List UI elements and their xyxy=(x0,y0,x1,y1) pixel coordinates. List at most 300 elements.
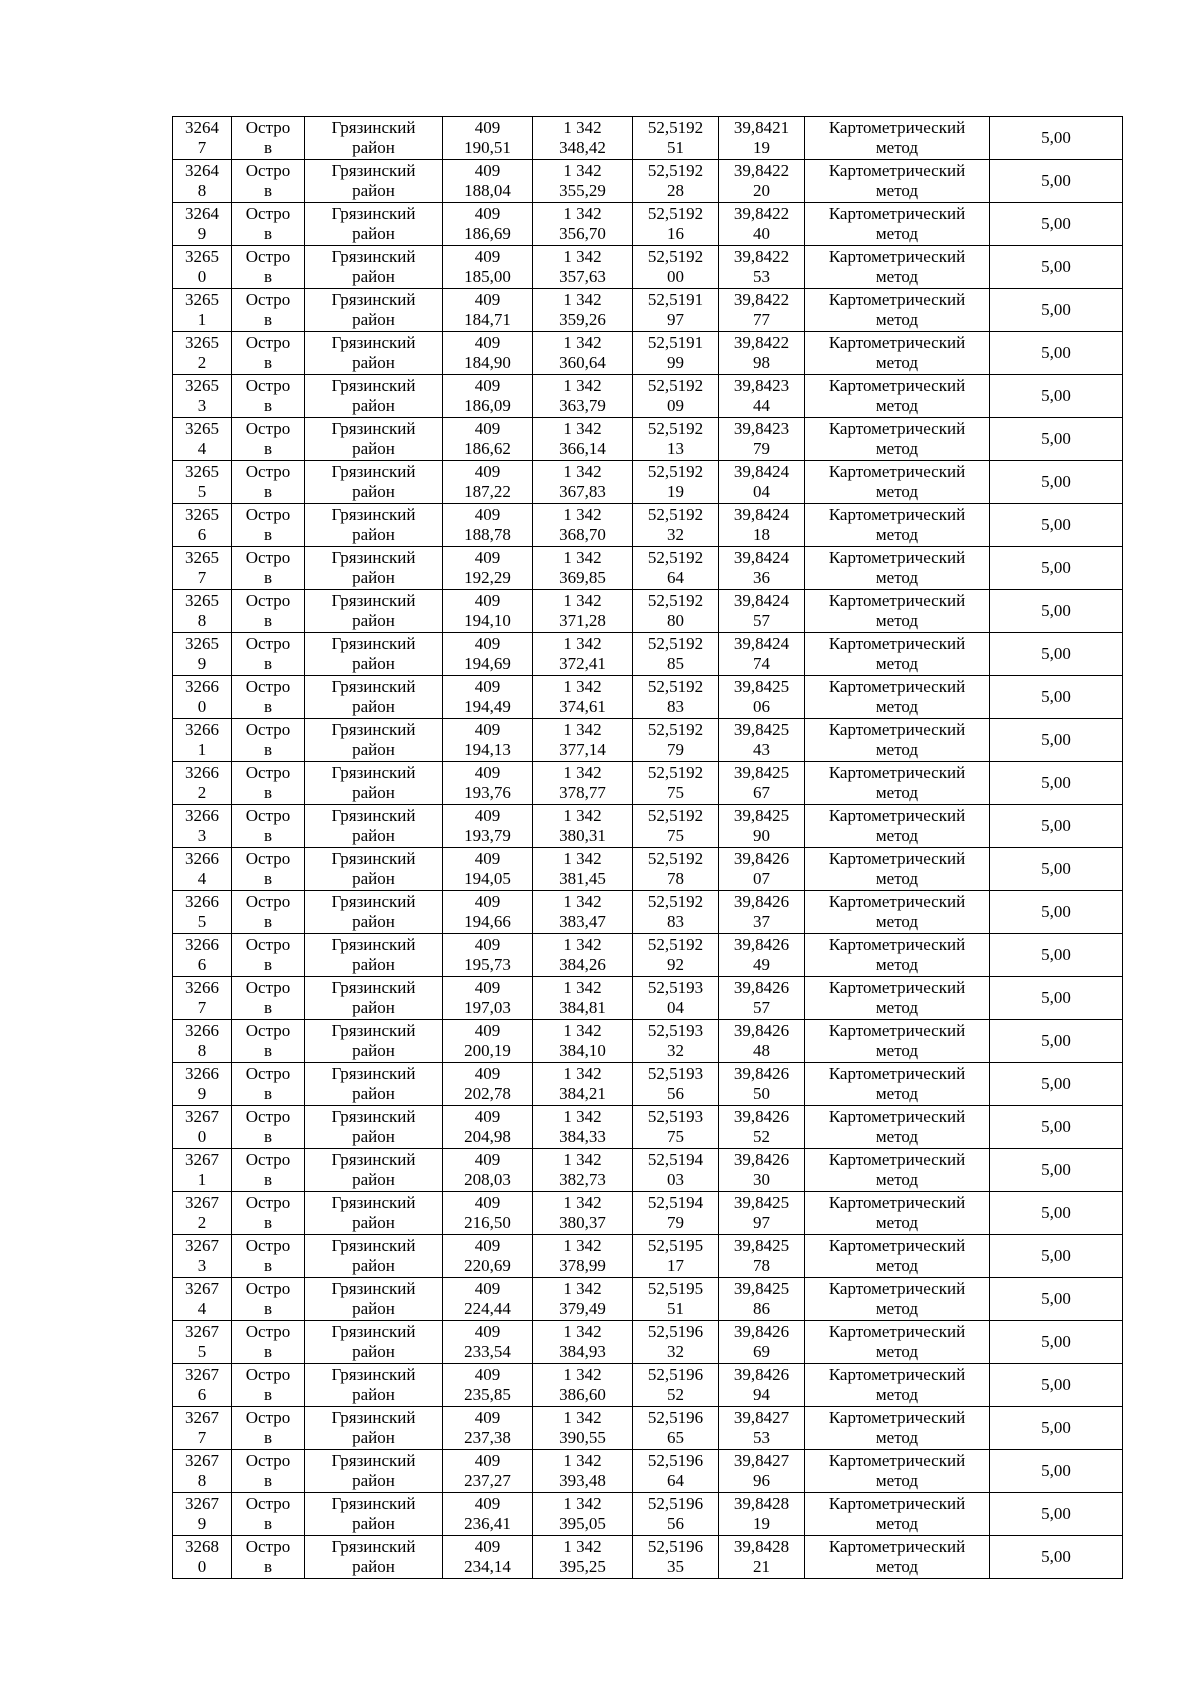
coord-x-cell xyxy=(443,332,533,375)
object-name-cell-line: Остро xyxy=(245,548,291,567)
district-cell-line: Грязинский xyxy=(331,634,416,653)
method-cell-line: Картометрический xyxy=(828,333,966,352)
coord-x-cell-line: 208,03 xyxy=(464,1170,511,1189)
coord-x-cell-line: 409 xyxy=(474,1494,501,1513)
latitude-cell xyxy=(633,1493,719,1536)
point-number-cell-line: 3265 xyxy=(185,419,219,438)
point-number-cell xyxy=(173,977,232,1020)
method-cell-line: метод xyxy=(875,482,919,501)
longitude-cell-line: 39,8425 xyxy=(733,1236,790,1255)
method-cell xyxy=(805,934,990,977)
object-name-cell-line: Остро xyxy=(245,1150,291,1169)
coord-x-cell-line: 202,78 xyxy=(464,1084,511,1103)
coord-y-cell xyxy=(533,1321,633,1364)
longitude-cell xyxy=(719,289,805,332)
object-name-cell-line: в xyxy=(263,1041,273,1060)
district-cell-line: район xyxy=(352,1428,395,1447)
object-name-cell-line: в xyxy=(263,611,273,630)
district-cell xyxy=(305,1020,443,1063)
table-row xyxy=(173,590,1123,633)
method-cell-line: метод xyxy=(875,267,919,286)
coord-x-cell-line: 409 xyxy=(474,1537,501,1556)
district-cell-line: район xyxy=(352,267,395,286)
latitude-cell xyxy=(633,934,719,977)
point-number-cell-line: 3267 xyxy=(185,1150,219,1169)
method-cell-line: Картометрический xyxy=(828,978,966,997)
point-number-cell xyxy=(173,1063,232,1106)
table-row xyxy=(173,1536,1123,1579)
object-name-cell-line: Остро xyxy=(245,763,291,782)
object-name-cell-line: Остро xyxy=(245,290,291,309)
object-name-cell-line: в xyxy=(263,1385,273,1404)
district-cell xyxy=(305,934,443,977)
longitude-cell xyxy=(719,891,805,934)
method-cell-line: метод xyxy=(875,1256,919,1275)
district-cell xyxy=(305,332,443,375)
longitude-cell-line: 39,8422 xyxy=(733,161,790,180)
coord-x-cell xyxy=(443,504,533,547)
object-name-cell xyxy=(232,1364,305,1407)
coord-x-cell-line: 204,98 xyxy=(464,1127,511,1146)
object-name-cell-line: в xyxy=(263,1342,273,1361)
latitude-cell-line: 52,5192 xyxy=(647,419,704,438)
method-cell xyxy=(805,332,990,375)
table-row xyxy=(173,977,1123,1020)
object-name-cell xyxy=(232,203,305,246)
method-cell xyxy=(805,418,990,461)
point-number-cell xyxy=(173,1407,232,1450)
method-cell-line: Картометрический xyxy=(828,419,966,438)
method-cell-line: Картометрический xyxy=(828,247,966,266)
method-cell xyxy=(805,633,990,676)
coord-x-cell-line: 185,00 xyxy=(464,267,511,286)
district-cell xyxy=(305,461,443,504)
latitude-cell-line: 32 xyxy=(667,525,684,544)
latitude-cell-line: 52,5192 xyxy=(647,376,704,395)
district-cell-line: район xyxy=(352,396,395,415)
latitude-cell-line: 52,5193 xyxy=(647,1064,704,1083)
longitude-cell-line: 43 xyxy=(753,740,770,759)
point-number-cell-line: 1 xyxy=(197,1170,207,1189)
district-cell-line: Грязинский xyxy=(331,1494,416,1513)
accuracy-cell: 5,00 xyxy=(990,719,1123,762)
district-cell-line: Грязинский xyxy=(331,118,416,137)
point-number-cell xyxy=(173,1106,232,1149)
latitude-cell-line: 83 xyxy=(667,912,684,931)
district-cell xyxy=(305,633,443,676)
object-name-cell-line: в xyxy=(263,482,273,501)
district-cell-line: район xyxy=(352,1342,395,1361)
method-cell-line: Картометрический xyxy=(828,935,966,954)
object-name-cell xyxy=(232,547,305,590)
point-number-cell-line: 9 xyxy=(197,654,207,673)
point-number-cell xyxy=(173,1450,232,1493)
latitude-cell xyxy=(633,1536,719,1579)
coord-x-cell xyxy=(443,547,533,590)
object-name-cell-line: Остро xyxy=(245,1193,291,1212)
latitude-cell xyxy=(633,547,719,590)
district-cell xyxy=(305,590,443,633)
coord-y-cell-line: 1 342 xyxy=(563,1537,602,1556)
point-number-cell-line: 4 xyxy=(197,1299,207,1318)
coord-y-cell-line: 1 342 xyxy=(563,247,602,266)
method-cell-line: метод xyxy=(875,310,919,329)
method-cell-line: Картометрический xyxy=(828,161,966,180)
latitude-cell-line: 52,5192 xyxy=(647,161,704,180)
longitude-cell-line: 37 xyxy=(753,912,770,931)
method-cell-line: Картометрический xyxy=(828,1408,966,1427)
point-number-cell xyxy=(173,934,232,977)
coord-x-cell-line: 409 xyxy=(474,1064,501,1083)
coord-x-cell-line: 409 xyxy=(474,1236,501,1255)
coord-x-cell-line: 409 xyxy=(474,978,501,997)
method-cell-line: метод xyxy=(875,1471,919,1490)
longitude-cell-line: 39,8425 xyxy=(733,806,790,825)
method-cell-line: Картометрический xyxy=(828,1365,966,1384)
latitude-cell-line: 19 xyxy=(667,482,684,501)
method-cell xyxy=(805,547,990,590)
coord-y-cell xyxy=(533,719,633,762)
latitude-cell xyxy=(633,1364,719,1407)
method-cell-line: метод xyxy=(875,955,919,974)
district-cell xyxy=(305,375,443,418)
object-name-cell-line: Остро xyxy=(245,1064,291,1083)
coord-x-cell-line: 235,85 xyxy=(464,1385,511,1404)
district-cell-line: район xyxy=(352,181,395,200)
longitude-cell xyxy=(719,504,805,547)
object-name-cell xyxy=(232,891,305,934)
object-name-cell-line: в xyxy=(263,1557,273,1576)
coord-y-cell-line: 1 342 xyxy=(563,978,602,997)
latitude-cell xyxy=(633,289,719,332)
object-name-cell-line: Остро xyxy=(245,1279,291,1298)
district-cell-line: район xyxy=(352,568,395,587)
point-number-cell xyxy=(173,1149,232,1192)
point-number-cell xyxy=(173,590,232,633)
latitude-cell-line: 52,5194 xyxy=(647,1193,704,1212)
point-number-cell xyxy=(173,203,232,246)
coord-x-cell-line: 237,38 xyxy=(464,1428,511,1447)
coord-y-cell-line: 1 342 xyxy=(563,204,602,223)
district-cell-line: район xyxy=(352,138,395,157)
coord-x-cell xyxy=(443,633,533,676)
method-cell-line: метод xyxy=(875,396,919,415)
district-cell-line: Грязинский xyxy=(331,978,416,997)
longitude-cell-line: 39,8423 xyxy=(733,419,790,438)
coord-x-cell-line: 186,09 xyxy=(464,396,511,415)
coord-x-cell xyxy=(443,977,533,1020)
district-cell-line: Грязинский xyxy=(331,677,416,696)
district-cell-line: район xyxy=(352,912,395,931)
longitude-cell xyxy=(719,805,805,848)
coord-y-cell xyxy=(533,160,633,203)
coord-y-cell-line: 1 342 xyxy=(563,118,602,137)
accuracy-cell: 5,00 xyxy=(990,633,1123,676)
point-number-cell-line: 0 xyxy=(197,1557,207,1576)
object-name-cell-line: в xyxy=(263,396,273,415)
point-number-cell-line: 3266 xyxy=(185,978,219,997)
latitude-cell-line: 32 xyxy=(667,1342,684,1361)
object-name-cell xyxy=(232,1321,305,1364)
coord-x-cell xyxy=(443,1278,533,1321)
coord-x-cell-line: 236,41 xyxy=(464,1514,511,1533)
coord-y-cell-line: 395,25 xyxy=(559,1557,606,1576)
coord-y-cell xyxy=(533,676,633,719)
method-cell-line: Картометрический xyxy=(828,591,966,610)
object-name-cell-line: Остро xyxy=(245,1537,291,1556)
district-cell xyxy=(305,203,443,246)
longitude-cell xyxy=(719,1235,805,1278)
coord-y-cell xyxy=(533,246,633,289)
longitude-cell xyxy=(719,1192,805,1235)
object-name-cell-line: Остро xyxy=(245,333,291,352)
method-cell xyxy=(805,504,990,547)
object-name-cell-line: Остро xyxy=(245,247,291,266)
coord-x-cell xyxy=(443,676,533,719)
district-cell-line: район xyxy=(352,1041,395,1060)
longitude-cell xyxy=(719,1407,805,1450)
longitude-cell-line: 39,8424 xyxy=(733,634,790,653)
latitude-cell-line: 04 xyxy=(667,998,684,1017)
coord-y-cell-line: 1 342 xyxy=(563,462,602,481)
longitude-cell-line: 07 xyxy=(753,869,770,888)
coord-y-cell xyxy=(533,375,633,418)
coord-y-cell-line: 1 342 xyxy=(563,376,602,395)
accuracy-cell: 5,00 xyxy=(990,117,1123,160)
district-cell-line: Грязинский xyxy=(331,720,416,739)
district-cell-line: Грязинский xyxy=(331,1150,416,1169)
table-row xyxy=(173,848,1123,891)
district-cell xyxy=(305,1278,443,1321)
point-number-cell-line: 3264 xyxy=(185,118,219,137)
object-name-cell-line: Остро xyxy=(245,1408,291,1427)
latitude-cell-line: 56 xyxy=(667,1514,684,1533)
method-cell-line: метод xyxy=(875,1428,919,1447)
point-number-cell-line: 3266 xyxy=(185,892,219,911)
district-cell-line: район xyxy=(352,1213,395,1232)
latitude-cell xyxy=(633,332,719,375)
object-name-cell-line: Остро xyxy=(245,505,291,524)
district-cell xyxy=(305,1235,443,1278)
latitude-cell-line: 52,5196 xyxy=(647,1365,704,1384)
latitude-cell-line: 52,5192 xyxy=(647,204,704,223)
coord-y-cell-line: 1 342 xyxy=(563,161,602,180)
district-cell-line: район xyxy=(352,482,395,501)
coord-x-cell xyxy=(443,934,533,977)
method-cell-line: метод xyxy=(875,1557,919,1576)
longitude-cell-line: 39,8424 xyxy=(733,548,790,567)
latitude-cell xyxy=(633,590,719,633)
coord-y-cell-line: 348,42 xyxy=(559,138,606,157)
point-number-cell-line: 3267 xyxy=(185,1322,219,1341)
coord-y-cell-line: 384,21 xyxy=(559,1084,606,1103)
method-cell-line: метод xyxy=(875,1342,919,1361)
coord-x-cell-line: 409 xyxy=(474,118,501,137)
coord-x-cell xyxy=(443,117,533,160)
point-number-cell-line: 3266 xyxy=(185,763,219,782)
district-cell-line: Грязинский xyxy=(331,548,416,567)
accuracy-cell: 5,00 xyxy=(990,891,1123,934)
district-cell-line: Грязинский xyxy=(331,462,416,481)
coord-y-cell xyxy=(533,934,633,977)
method-cell-line: Картометрический xyxy=(828,118,966,137)
coord-x-cell-line: 193,79 xyxy=(464,826,511,845)
longitude-cell-line: 39,8426 xyxy=(733,935,790,954)
object-name-cell-line: Остро xyxy=(245,118,291,137)
coord-x-cell xyxy=(443,203,533,246)
object-name-cell-line: в xyxy=(263,267,273,286)
latitude-cell xyxy=(633,246,719,289)
latitude-cell-line: 99 xyxy=(667,353,684,372)
coord-y-cell-line: 390,55 xyxy=(559,1428,606,1447)
coord-y-cell-line: 1 342 xyxy=(563,720,602,739)
object-name-cell xyxy=(232,719,305,762)
district-cell-line: Грязинский xyxy=(331,1021,416,1040)
longitude-cell xyxy=(719,1536,805,1579)
coord-x-cell-line: 194,49 xyxy=(464,697,511,716)
coord-y-cell xyxy=(533,805,633,848)
point-number-cell-line: 3267 xyxy=(185,1494,219,1513)
longitude-cell xyxy=(719,1450,805,1493)
accuracy-cell: 5,00 xyxy=(990,504,1123,547)
coord-y-cell-line: 374,61 xyxy=(559,697,606,716)
longitude-cell-line: 06 xyxy=(753,697,770,716)
object-name-cell-line: в xyxy=(263,912,273,931)
point-number-cell xyxy=(173,547,232,590)
longitude-cell-line: 94 xyxy=(753,1385,770,1404)
district-cell-line: район xyxy=(352,1127,395,1146)
district-cell-line: район xyxy=(352,998,395,1017)
longitude-cell-line: 36 xyxy=(753,568,770,587)
latitude-cell-line: 52,5192 xyxy=(647,849,704,868)
coord-y-cell-line: 1 342 xyxy=(563,1451,602,1470)
object-name-cell-line: Остро xyxy=(245,462,291,481)
latitude-cell xyxy=(633,461,719,504)
accuracy-cell: 5,00 xyxy=(990,203,1123,246)
object-name-cell xyxy=(232,934,305,977)
point-number-cell-line: 3268 xyxy=(185,1537,219,1556)
latitude-cell-line: 52,5195 xyxy=(647,1236,704,1255)
coord-x-cell-line: 409 xyxy=(474,462,501,481)
method-cell-line: Картометрический xyxy=(828,806,966,825)
method-cell xyxy=(805,848,990,891)
object-name-cell xyxy=(232,1407,305,1450)
latitude-cell xyxy=(633,203,719,246)
point-number-cell-line: 9 xyxy=(197,224,207,243)
coord-y-cell-line: 1 342 xyxy=(563,505,602,524)
object-name-cell-line: Остро xyxy=(245,634,291,653)
coord-x-cell-line: 409 xyxy=(474,1193,501,1212)
latitude-cell-line: 52 xyxy=(667,1385,684,1404)
coord-x-cell-line: 233,54 xyxy=(464,1342,511,1361)
object-name-cell-line: Остро xyxy=(245,591,291,610)
latitude-cell-line: 09 xyxy=(667,396,684,415)
coord-y-cell-line: 1 342 xyxy=(563,290,602,309)
coord-x-cell-line: 409 xyxy=(474,591,501,610)
longitude-cell xyxy=(719,719,805,762)
latitude-cell xyxy=(633,1235,719,1278)
coord-x-cell xyxy=(443,1321,533,1364)
object-name-cell-line: Остро xyxy=(245,720,291,739)
coord-y-cell-line: 1 342 xyxy=(563,634,602,653)
coord-x-cell-line: 194,13 xyxy=(464,740,511,759)
coord-x-cell xyxy=(443,1020,533,1063)
table-row xyxy=(173,117,1123,160)
longitude-cell xyxy=(719,203,805,246)
point-number-cell-line: 3267 xyxy=(185,1279,219,1298)
object-name-cell-line: в xyxy=(263,1213,273,1232)
point-number-cell-line: 3266 xyxy=(185,849,219,868)
point-number-cell-line: 3266 xyxy=(185,677,219,696)
object-name-cell xyxy=(232,117,305,160)
method-cell-line: метод xyxy=(875,353,919,372)
longitude-cell xyxy=(719,332,805,375)
coord-x-cell xyxy=(443,246,533,289)
district-cell xyxy=(305,719,443,762)
coord-y-cell-line: 356,70 xyxy=(559,224,606,243)
accuracy-cell: 5,00 xyxy=(990,762,1123,805)
coord-y-cell xyxy=(533,461,633,504)
latitude-cell-line: 52,5195 xyxy=(647,1279,704,1298)
district-cell xyxy=(305,504,443,547)
district-cell-line: район xyxy=(352,1170,395,1189)
coord-x-cell-line: 195,73 xyxy=(464,955,511,974)
coord-y-cell xyxy=(533,1278,633,1321)
district-cell xyxy=(305,1063,443,1106)
latitude-cell-line: 28 xyxy=(667,181,684,200)
method-cell xyxy=(805,891,990,934)
point-number-cell xyxy=(173,1192,232,1235)
object-name-cell-line: Остро xyxy=(245,1322,291,1341)
table-row xyxy=(173,504,1123,547)
point-number-cell-line: 9 xyxy=(197,1084,207,1103)
latitude-cell-line: 00 xyxy=(667,267,684,286)
latitude-cell-line: 85 xyxy=(667,654,684,673)
table-row xyxy=(173,246,1123,289)
longitude-cell xyxy=(719,160,805,203)
latitude-cell-line: 83 xyxy=(667,697,684,716)
coord-y-cell-line: 366,14 xyxy=(559,439,606,458)
object-name-cell xyxy=(232,418,305,461)
point-number-cell-line: 5 xyxy=(197,1342,207,1361)
latitude-cell-line: 52,5192 xyxy=(647,591,704,610)
coord-y-cell xyxy=(533,762,633,805)
object-name-cell xyxy=(232,504,305,547)
point-number-cell-line: 3267 xyxy=(185,1236,219,1255)
method-cell xyxy=(805,676,990,719)
district-cell xyxy=(305,1192,443,1235)
longitude-cell-line: 52 xyxy=(753,1127,770,1146)
longitude-cell-line: 39,8422 xyxy=(733,290,790,309)
object-name-cell-line: в xyxy=(263,654,273,673)
district-cell-line: район xyxy=(352,826,395,845)
method-cell-line: Картометрический xyxy=(828,720,966,739)
district-cell-line: Грязинский xyxy=(331,333,416,352)
object-name-cell xyxy=(232,1235,305,1278)
point-number-cell xyxy=(173,461,232,504)
latitude-cell xyxy=(633,676,719,719)
longitude-cell-line: 39,8426 xyxy=(733,1322,790,1341)
coord-y-cell xyxy=(533,1106,633,1149)
district-cell-line: район xyxy=(352,1385,395,1404)
point-number-cell-line: 8 xyxy=(197,1471,207,1490)
object-name-cell-line: в xyxy=(263,310,273,329)
district-cell xyxy=(305,762,443,805)
coord-y-cell-line: 1 342 xyxy=(563,935,602,954)
point-number-cell xyxy=(173,762,232,805)
latitude-cell xyxy=(633,117,719,160)
coord-y-cell xyxy=(533,633,633,676)
